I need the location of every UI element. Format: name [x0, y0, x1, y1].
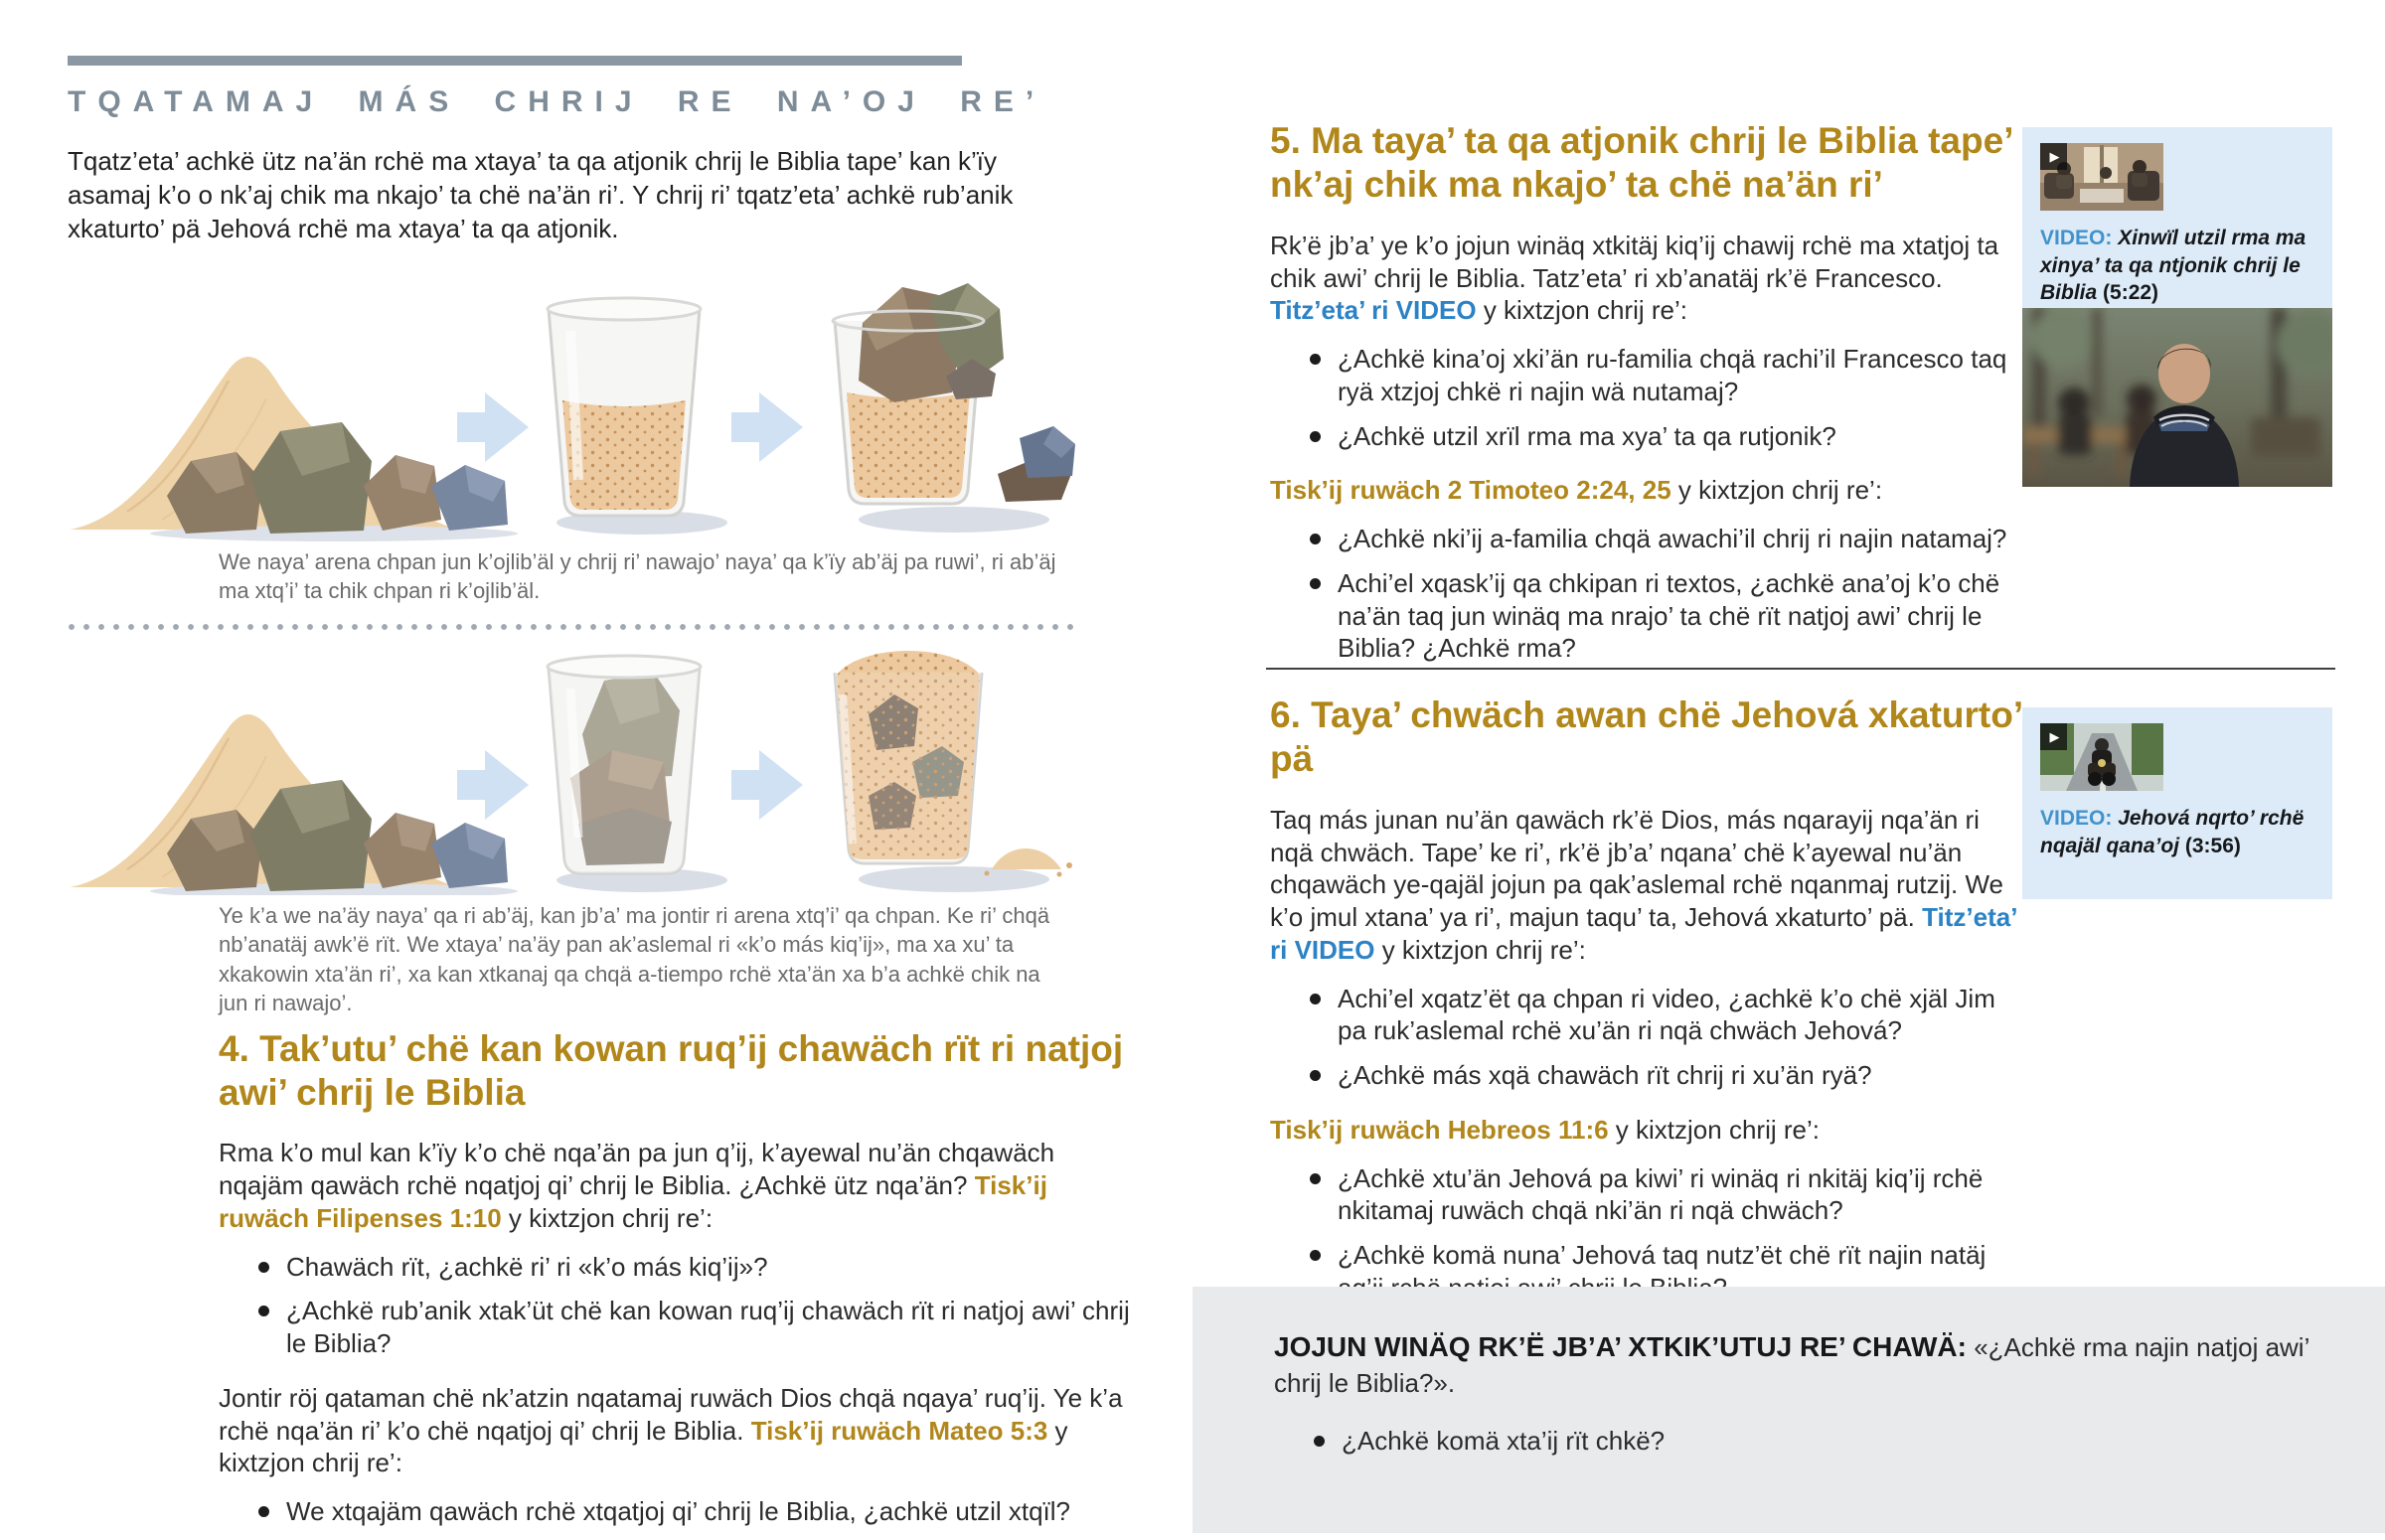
video-caption: [2040, 805, 2314, 859]
section-4: [219, 1027, 1143, 1528]
question-bullet: ¿Achkë utzil xrïl rma ma xya’ ta qa rutjonik?: [1308, 420, 2023, 453]
section-6: [1270, 693, 2023, 1316]
question-list: [219, 1251, 1143, 1360]
section-4-paragraph: [219, 1382, 1143, 1479]
illustration-sand-then-rocks: [68, 281, 1076, 541]
review-lead-line: [1274, 1328, 2315, 1401]
section-4-paragraph: [219, 1137, 1143, 1234]
question-bullet: ¿Achkë komä nuna’ Jehová taq nutz’ët chë rït najin natäj: [1308, 1239, 2023, 1305]
section-divider-line: [1266, 668, 2335, 670]
paragraph-text: y kixtzjon chrij re’:: [1670, 475, 1883, 506]
video-thumbnail-living-room[interactable]: [2040, 143, 2163, 211]
video-label: VIDEO:: [2040, 807, 2113, 830]
question-list: [1274, 1425, 2315, 1458]
paragraph-text: y kixtzjon chrij re’:: [501, 1202, 714, 1233]
video-box-2: [2022, 707, 2332, 899]
paragraph-text: Rma k’o mul kan k’ïy k’o chë nqa’än pa jun q’ij, k’ayewal nu’än chqawäch nqajäm qawäch rchë nqatjoj qi’ chrij le Biblia. ¿Achkë ütz nqa’än?: [219, 1138, 1055, 1201]
page-kicker: TQATAMAJ MÁS CHRIJ RE NA’OJ RE’: [68, 85, 1046, 118]
video-link[interactable]: Titz’eta’ ri VIDEO: [1270, 295, 1477, 326]
question-list: [1270, 523, 2023, 665]
paragraph-text: Jontir röj qataman chë nk’atzin nqatamaj ruwäch Dios chqä nqaya’ ruq’ij. Ye k’a rchë nqa’än ri’ k’o chë nqatjoj qi’ chrij le Biblia.: [219, 1382, 1123, 1446]
review-box: [1192, 1287, 2385, 1533]
question-bullet: ¿Achkë xtu’än Jehová pa kiwi’ ri winäq ri nkitäj kiq’ij rchë nkitamaj ruwäch chqä nki’än ri nqä chwäch?: [1308, 1162, 2023, 1228]
video-thumbnail-motorcycle[interactable]: [2040, 723, 2163, 791]
question-bullet: ¿Achkë más xqä chawäch rït chrij ri xu’än ryä?: [1308, 1059, 2023, 1092]
video-title[interactable]: Jehová nqrto’ rchë nqajäl qana’oj: [2040, 807, 2305, 857]
question-list: [1270, 343, 2023, 452]
section-5: [1270, 119, 2023, 677]
intro-paragraph: Tqatz’eta’ achkë ütz na’än rchë ma xtaya’ ta qa atjonik chrij le Biblia tape’ kan k’ïy asamaj k’o o nk’aj chik ma nkajo’ ta chë na’än ri’. Y chrij ri’ tqatz’eta’ achkë rub’anik xkaturto’ pä Jehová rchë ma xtaya’ ta qa atjonik.: [68, 146, 1014, 243]
paragraph-text: Rk’ë jb’a’ ye k’o jojun winäq xtkitäj kiq’ij chawij rchë ma xtatjoj ta chik awi’ chrij le Biblia. Tatz’eta’ ri xb’anatäj rk’ë Francesco.: [1270, 230, 1999, 293]
question-list: [1270, 983, 2023, 1092]
question-bullet: Achi’el xqatz’ët qa chpan ri video, ¿achkë k’o chë xjäl Jim pa ruk’aslemal rchë xu’än ri nqä chwäch Jehová?: [1308, 983, 2023, 1048]
paragraph-text: Taq más junan nu’än qawäch rk’ë Dios, más nqarayij nqa’än ri nqä chwäch. Tape’ ke ri’, rk’ë jb’a’ nqana’ chë k’ayewal nu’än chqawäch ye-qajäl jojun pa qak’aslemal rchë nqanmaj rutzij. We k’o jmul xtana’ ya ri’, majun taqu’ ta, Jehová xkaturto’ pä.: [1270, 804, 2004, 933]
question-bullet: Chawäch rït, ¿achkë ri’ ri «k’o más kiq’ij»?: [256, 1251, 1143, 1284]
question-list: [1270, 1162, 2023, 1305]
illustration-caption: We naya’ arena chpan jun k’ojlib’äl y chrij ri’ nawajo’ naya’ qa k’ïy ab’äj pa ruwi’, ri ab’äj ma xtq’i’ ta chik chpan ri k’ojlib’äl.: [219, 549, 1056, 604]
video-box-1: [2022, 127, 2332, 321]
section-5-paragraph: [1270, 230, 2023, 327]
section-5-heading: 5. Ma taya’ ta qa atjonik chrij le Biblia tape’ nk’aj chik ma nkajo’ ta chë na’än ri’: [1270, 120, 2012, 206]
park-scene: [2022, 308, 2332, 487]
video-duration: (3:56): [2184, 834, 2241, 857]
paragraph-text: y kixtzjon chrij re’:: [1608, 1114, 1820, 1145]
video-link[interactable]: Titz’eta’ ri VIDEO: [1270, 902, 2016, 965]
section-divider-bar: [68, 56, 962, 66]
question-bullet: ¿Achkë komä xta’ij rït chkë?: [1312, 1425, 2315, 1458]
video-label: VIDEO:: [2040, 227, 2113, 249]
question-bullet: ¿Achkë rub’anik xtak’üt chë kan kowan ruq’ij chawäch rït ri natjoj awi’ chrij le Biblia?: [256, 1295, 1143, 1360]
paragraph-text: y kixtzjon chrij re’:: [219, 1415, 1068, 1478]
photo-young-man-park: [2022, 308, 2332, 487]
paragraph-text: y kixtzjon chrij re’:: [1476, 295, 1687, 326]
section-6-paragraph: [1270, 804, 2023, 967]
dotted-divider: [68, 623, 1074, 631]
left-column: [68, 0, 1141, 1540]
question-bullet: We xtqajäm qawäch rchë xtqatjoj qi’ chrij le Biblia, ¿achkë utzil xtqïl?: [256, 1495, 1143, 1528]
question-bullet: ¿Achkë nki’ij a-familia chqä awachi’il chrij ri najin natamaj?: [1308, 523, 2023, 555]
video-duration: (5:22): [2103, 281, 2159, 305]
question-bullet: Achi’el xqask’ij qa chkipan ri textos, ¿achkë ana’oj k’o chë na’än taq jun winäq ma nrajo’ ta chë rït natjoj awi’ chrij le Biblia? ¿Achkë rma?: [1308, 567, 2023, 665]
review-quote: «¿Achkë rma najin natjoj awi’ chrij le Biblia?».: [1274, 1332, 2309, 1398]
scripture-link-timoteo[interactable]: Tisk’ij ruwäch 2 Timoteo 2:24, 25: [1270, 475, 1671, 506]
scripture-link-mateo[interactable]: Tisk’ij ruwäch Mateo 5:3: [750, 1415, 1048, 1446]
paragraph-text: y kixtzjon chrij re’:: [1374, 934, 1586, 965]
play-icon: ▶: [2040, 723, 2067, 750]
video-caption: [2040, 225, 2314, 307]
section-6-heading: 6. Taya’ chwäch awan chë Jehová xkaturto’ pä: [1270, 694, 2022, 780]
review-lead: JOJUN WINÄQ RK’Ë JB’A’ XTKIK’UTUJ RE’ CHAWÄ:: [1274, 1331, 1967, 1362]
illustration-caption: Ye k’a we na’äy naya’ qa ri ab’äj, kan jb’a’ ma jontir ri arena xtq’i’ qa chpan. Ke ri’ chqä nb’anatäj awk’ë rït. We xtaya’ na’äy pan ak’aslemal ri «k’o más kiq’ij», ma xa xu’ ta xkakowin xta’än ri’, xa kan xtkanaj qa chqä a-tiempo rchë xta’än xa b’a achkë chik na jun ri nawajo’.: [219, 903, 1050, 1015]
scripture-link-filipenses[interactable]: Tisk’ij ruwäch Filipenses 1:10: [219, 1170, 1047, 1233]
scripture-line: [1270, 474, 2023, 507]
question-list: [219, 1495, 1143, 1528]
video-title[interactable]: Xinwïl utzil rma ma xinya’ ta qa ntjonik chrij le Biblia: [2040, 227, 2306, 305]
play-icon: ▶: [2040, 143, 2067, 170]
illustration-rocks-then-sand: [68, 639, 1076, 895]
scripture-link-hebreos[interactable]: Tisk’ij ruwäch Hebreos 11:6: [1270, 1114, 1609, 1145]
section-4-heading: 4. Tak’utu’ chë kan kowan ruq’ij chawäch rït ri natjoj awi’ chrij le Biblia: [219, 1027, 1124, 1113]
question-bullet: ¿Achkë kina’oj xki’än ru-familia chqä rachi’il Francesco taq ryä xtzjoj chkë ri najin wä nutamaj?: [1308, 343, 2023, 408]
scripture-line: [1270, 1114, 2023, 1147]
